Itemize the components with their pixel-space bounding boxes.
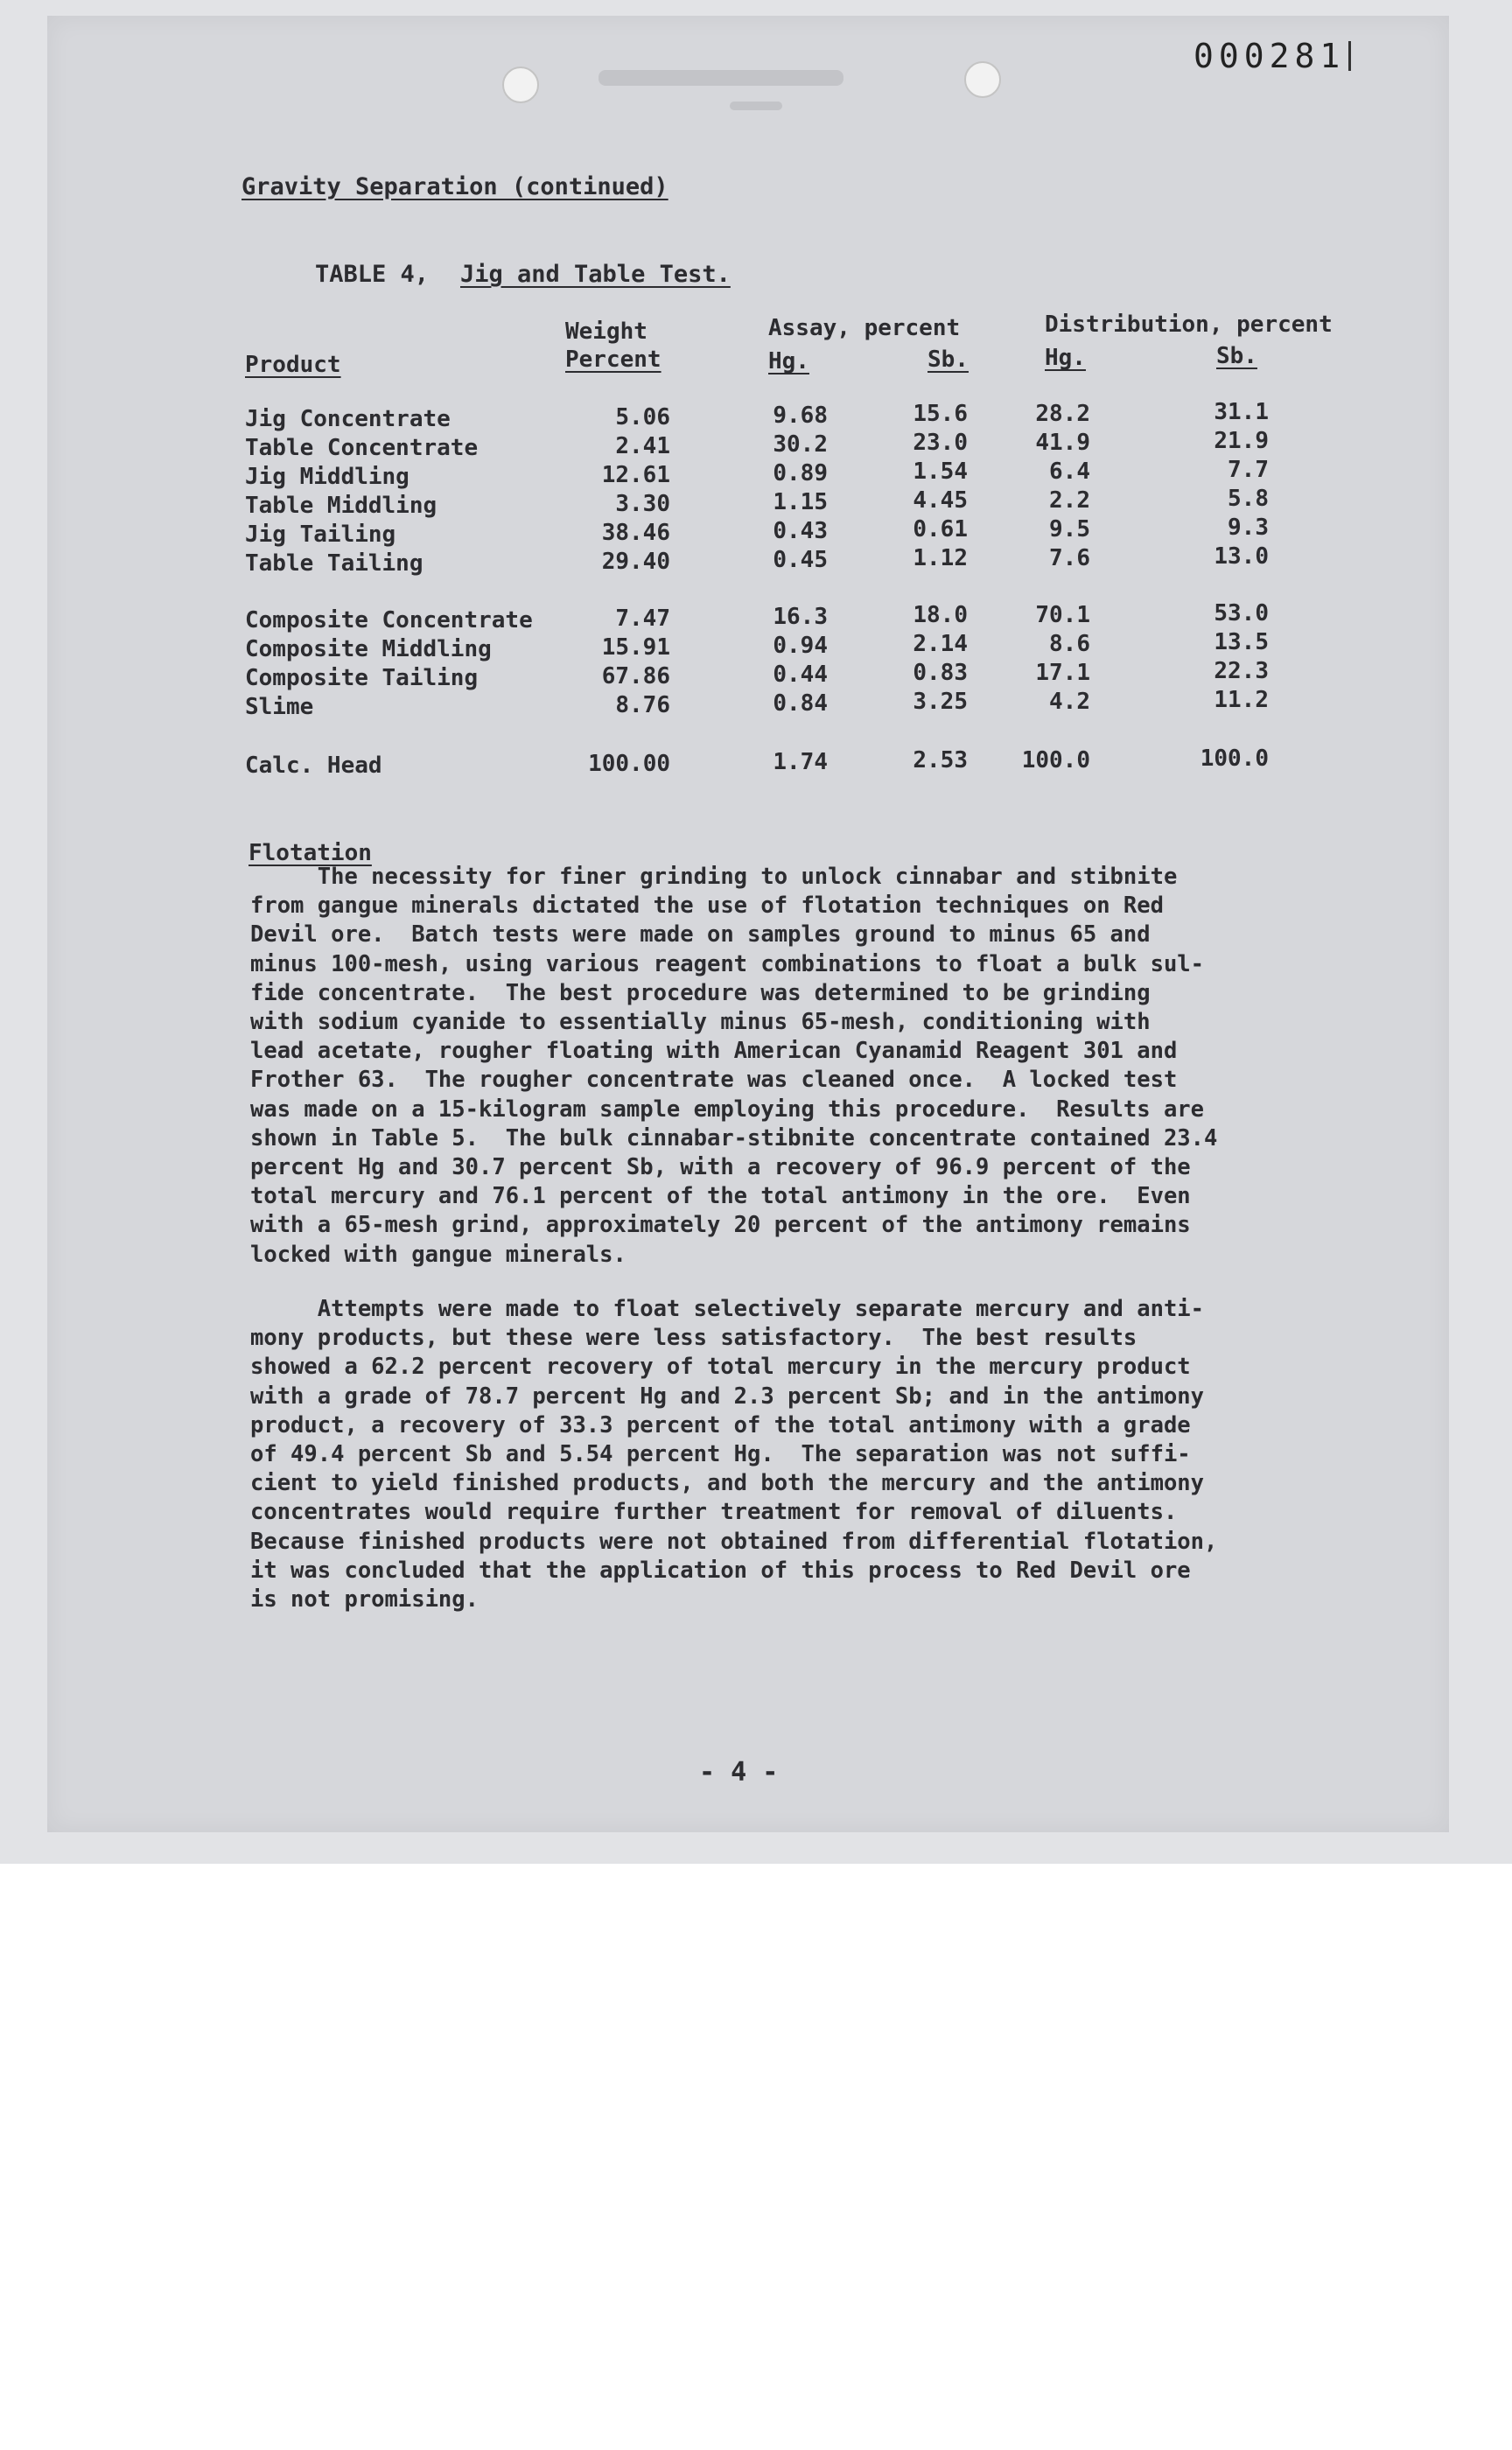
row-weight: 7.47 <box>615 606 670 632</box>
row-assay-hg: 9.68 <box>773 402 828 429</box>
punch-hole-left <box>502 66 539 103</box>
row-dist-sb: 13.0 <box>1214 543 1269 570</box>
row-assay-sb: 18.0 <box>913 602 968 628</box>
paragraph-line: product, a recovery of 33.3 percent of the total antimony with a grade <box>250 1411 1191 1438</box>
row-dist-sb: 7.7 <box>1228 457 1269 483</box>
paragraph-line: from gangue minerals dictated the use of flotation techniques on Red <box>250 892 1164 920</box>
row-assay-hg: 0.84 <box>773 690 828 717</box>
row-weight: 100.00 <box>588 751 670 777</box>
row-dist-hg: 2.2 <box>1049 487 1090 514</box>
row-weight: 29.40 <box>601 549 670 575</box>
paragraph-line: percent Hg and 30.7 percent Sb, with a recovery of 96.9 percent of the <box>250 1154 1191 1181</box>
paragraph-line: was made on a 15-kilogram sample employing this procedure. Results are <box>250 1096 1205 1123</box>
row-assay-sb: 2.53 <box>913 747 968 774</box>
row-assay-sb: 2.14 <box>913 631 968 657</box>
row-weight: 5.06 <box>615 404 670 430</box>
paragraph-line: showed a 62.2 percent recovery of total mercury in the mercury product <box>250 1354 1191 1381</box>
row-assay-sb: 4.45 <box>913 487 968 514</box>
row-product: Calc. Head <box>245 752 382 779</box>
row-dist-sb: 13.5 <box>1214 629 1269 655</box>
row-assay-hg: 0.45 <box>773 547 828 573</box>
flotation-paragraph-2 <box>250 1295 1405 1614</box>
flotation-heading: Flotation <box>248 840 372 866</box>
row-assay-hg: 1.15 <box>773 489 828 515</box>
row-product: Table Concentrate <box>245 435 479 461</box>
row-dist-sb: 22.3 <box>1214 658 1269 684</box>
row-weight: 3.30 <box>615 491 670 517</box>
row-product: Jig Tailing <box>245 522 396 548</box>
row-weight: 2.41 <box>615 433 670 459</box>
small-smudge <box>730 102 782 110</box>
row-assay-hg: 1.74 <box>773 749 828 775</box>
row-assay-sb: 1.12 <box>913 545 968 571</box>
row-assay-sb: 0.83 <box>913 660 968 686</box>
row-product: Composite Concentrate <box>245 607 533 634</box>
paragraph-line: concentrates would require further treatment for removal of diluents. <box>250 1499 1178 1526</box>
header-assay-hg: Hg. <box>768 348 809 374</box>
flotation-paragraph-1 <box>250 863 1405 1270</box>
header-assay: Assay, percent <box>768 315 961 341</box>
top-smudge <box>598 70 844 86</box>
row-dist-hg: 70.1 <box>1035 602 1090 628</box>
row-assay-hg: 0.44 <box>773 662 828 688</box>
row-product: Jig Middling <box>245 464 410 490</box>
paragraph-line: fide concentrate. The best procedure was determined to be grinding <box>250 979 1151 1006</box>
header-distribution: Distribution, percent <box>1045 312 1333 338</box>
row-dist-sb: 9.3 <box>1228 514 1269 541</box>
row-product: Composite Tailing <box>245 665 479 691</box>
paragraph-line: mony products, but these were less satisfactory. The best results <box>250 1325 1138 1352</box>
header-dist-hg: Hg. <box>1045 345 1086 371</box>
header-weight-bottom: Percent <box>565 346 662 373</box>
paragraph-line: with a grade of 78.7 percent Hg and 2.3 percent Sb; and in the antimony <box>250 1382 1205 1410</box>
row-assay-hg: 0.94 <box>773 633 828 659</box>
paragraph-line: lead acetate, rougher floating with American Cyanamid Reagent 301 and <box>250 1038 1178 1065</box>
row-weight: 12.61 <box>601 462 670 488</box>
paragraph-line: total mercury and 76.1 percent of the total antimony in the ore. Even <box>250 1183 1191 1210</box>
row-weight: 15.91 <box>601 634 670 661</box>
row-assay-sb: 1.54 <box>913 458 968 485</box>
row-dist-sb: 100.0 <box>1200 746 1269 772</box>
row-weight: 8.76 <box>615 692 670 718</box>
row-product: Composite Middling <box>245 636 492 662</box>
row-dist-sb: 21.9 <box>1214 428 1269 454</box>
row-dist-hg: 41.9 <box>1035 430 1090 456</box>
paragraph-line: Devil ore. Batch tests were made on samples ground to minus 65 and <box>250 921 1151 948</box>
table-caption-title: Jig and Table Test. <box>460 261 731 288</box>
paragraph-line: it was concluded that the application of this process to Red Devil ore <box>250 1557 1191 1584</box>
row-dist-hg: 100.0 <box>1021 747 1090 774</box>
header-dist-sb: Sb. <box>1216 343 1257 369</box>
paragraph-line: with sodium cyanide to essentially minus 65-mesh, conditioning with <box>250 1009 1151 1036</box>
paragraph-line: of 49.4 percent Sb and 5.54 percent Hg. The separation was not suffi- <box>250 1441 1191 1468</box>
row-dist-sb: 11.2 <box>1214 687 1269 713</box>
row-dist-hg: 9.5 <box>1049 516 1090 542</box>
page-footer-number: - 4 - <box>699 1757 779 1788</box>
row-assay-sb: 23.0 <box>913 430 968 456</box>
row-dist-hg: 6.4 <box>1049 458 1090 485</box>
row-dist-hg: 17.1 <box>1035 660 1090 686</box>
row-dist-sb: 31.1 <box>1214 399 1269 425</box>
row-weight: 67.86 <box>601 663 670 690</box>
section-heading: Gravity Separation (continued) <box>242 173 668 200</box>
paragraph-line: cient to yield finished products, and both the mercury and the antimony <box>250 1470 1205 1497</box>
paragraph-line: minus 100-mesh, using various reagent combinations to float a bulk sul- <box>250 950 1205 977</box>
punch-hole-right <box>964 61 1001 98</box>
row-assay-sb: 15.6 <box>913 401 968 427</box>
row-product: Table Tailing <box>245 550 424 577</box>
paragraph-line: is not promising. <box>250 1586 479 1614</box>
row-weight: 38.46 <box>601 520 670 546</box>
row-assay-sb: 3.25 <box>913 689 968 715</box>
row-assay-sb: 0.61 <box>913 516 968 542</box>
paragraph-line: The necessity for finer grinding to unlock cinnabar and stibnite <box>250 864 1178 890</box>
paragraph-line: shown in Table 5. The bulk cinnabar-stibnite concentrate contained 23.4 <box>250 1124 1218 1152</box>
paragraph-line: Attempts were made to float selectively separate mercury and anti- <box>250 1296 1205 1322</box>
row-dist-hg: 8.6 <box>1049 631 1090 657</box>
paragraph-line: Because finished products were not obtained from differential flotation, <box>250 1528 1218 1555</box>
row-dist-hg: 28.2 <box>1035 401 1090 427</box>
header-weight-top: Weight <box>565 318 648 345</box>
header-product: Product <box>245 352 341 378</box>
paragraph-line: with a 65-mesh grind, approximately 20 percent of the antimony remains <box>250 1212 1191 1239</box>
document-page-id: 000281 <box>1194 37 1351 75</box>
row-dist-hg: 7.6 <box>1049 545 1090 571</box>
row-dist-sb: 53.0 <box>1214 600 1269 626</box>
row-assay-hg: 0.89 <box>773 460 828 486</box>
row-assay-hg: 0.43 <box>773 518 828 544</box>
paragraph-line: locked with gangue minerals. <box>250 1241 626 1268</box>
document-page <box>47 16 1449 1832</box>
paragraph-line: Frother 63. The rougher concentrate was cleaned once. A locked test <box>250 1067 1178 1094</box>
row-assay-hg: 16.3 <box>773 604 828 630</box>
row-dist-sb: 5.8 <box>1228 486 1269 512</box>
row-dist-hg: 4.2 <box>1049 689 1090 715</box>
header-assay-sb: Sb. <box>928 346 969 373</box>
row-assay-hg: 30.2 <box>773 431 828 458</box>
row-product: Jig Concentrate <box>245 406 451 432</box>
row-product: Slime <box>245 694 314 720</box>
table-caption-label: TABLE 4, <box>315 261 430 288</box>
row-product: Table Middling <box>245 493 438 519</box>
